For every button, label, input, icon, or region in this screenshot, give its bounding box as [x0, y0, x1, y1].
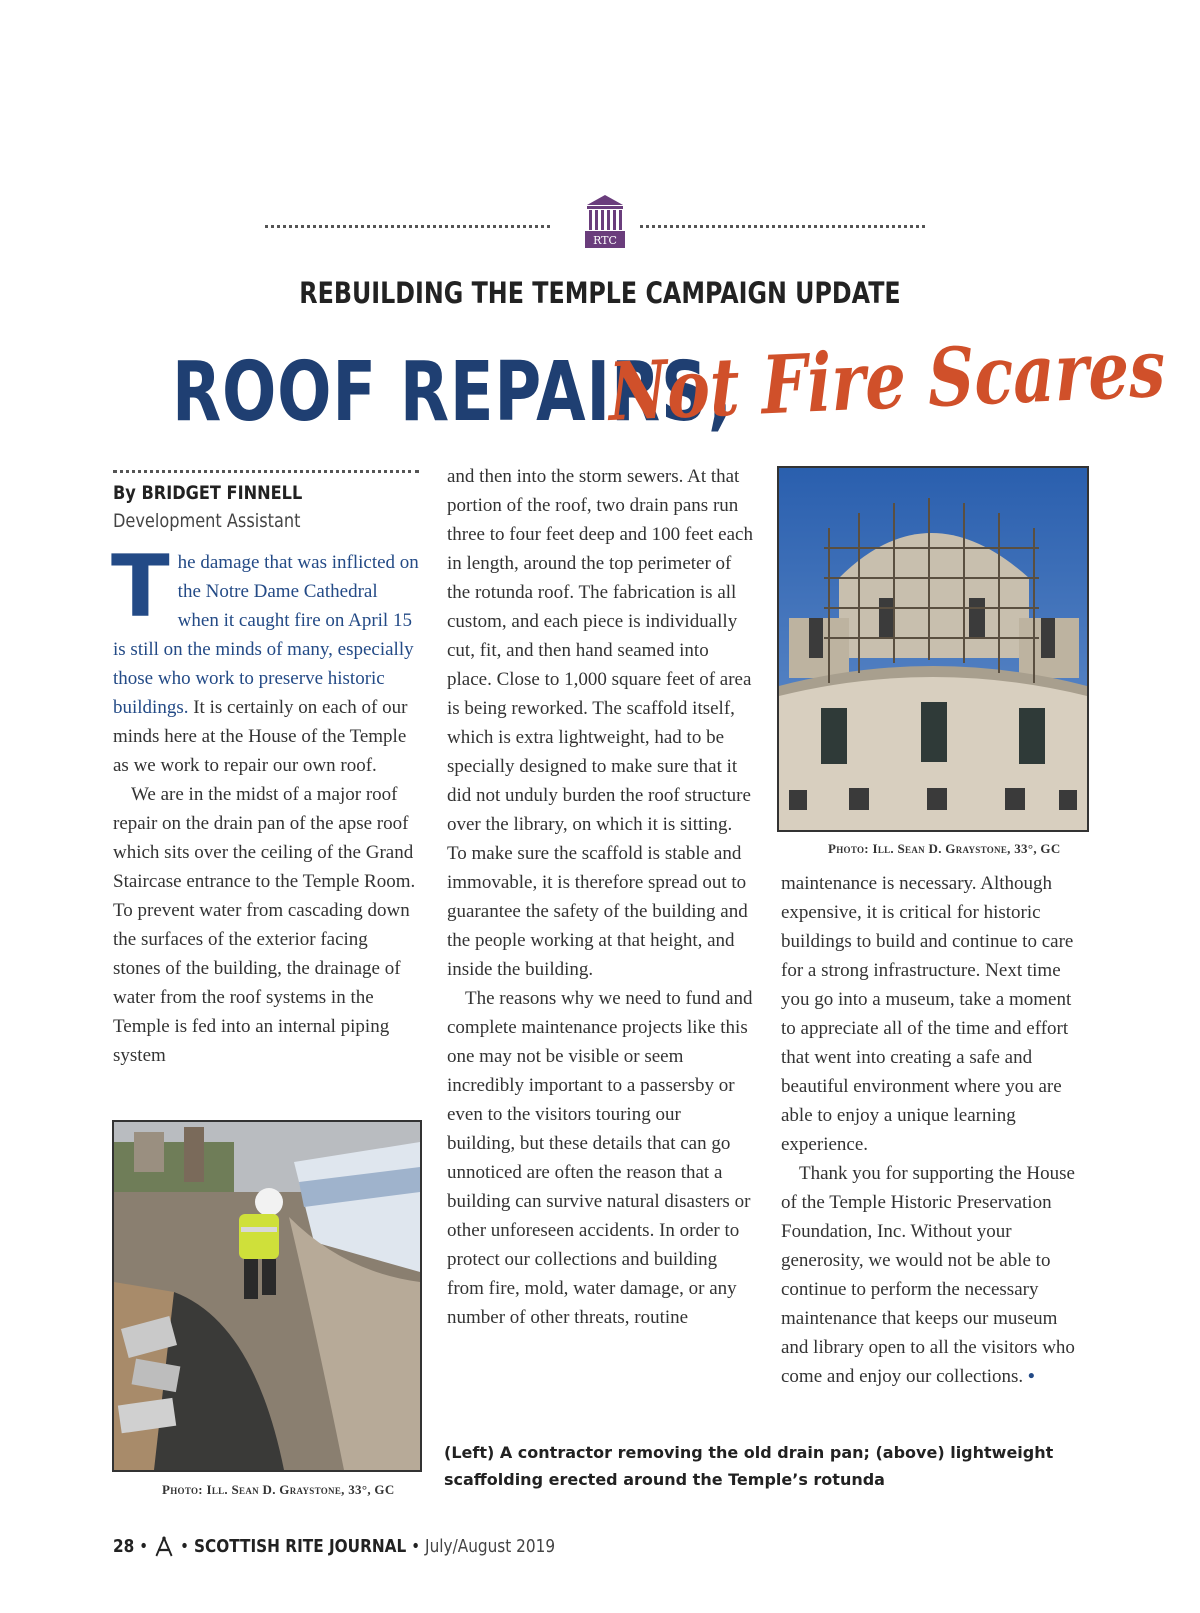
ornament-rule-right	[640, 225, 925, 228]
square-compass-icon	[153, 1536, 175, 1558]
article-column-3	[781, 869, 1087, 1391]
logo-label: RTC	[593, 234, 617, 247]
paragraph-3: The reasons why we need to fund and complete maintenance projects like this one may not be visible or seem incredibly important to a passersby or even to the visitors touring our building, but these details that can go unnoticed are often the reason that a building can survive natural disasters or other unforeseen accidents. In order to protect our collections and building from fire, mold, water damage, or any number of other threats, routine	[447, 988, 753, 1328]
ornament-rule-left	[265, 225, 550, 228]
section-kicker: REBUILDING THE TEMPLE CAMPAIGN UPDATE	[299, 276, 901, 310]
footer-separator: •	[139, 1536, 149, 1557]
rotunda-photo-credit: Photo: Ill. Sean D. Graystone, 33°, GC	[828, 841, 1061, 856]
author-name: By BRIDGET FINNELL	[113, 482, 303, 504]
rotunda-photo-illustration	[779, 468, 1087, 830]
author-role: Development Assistant	[113, 510, 301, 532]
photo-caption: (Left) A contractor removing the old drain pan; (above) lightweight scaffolding erected around the Temple’s rotunda	[444, 1443, 1054, 1489]
rtc-temple-logo	[582, 193, 628, 249]
article-column-2	[447, 462, 753, 1332]
contractor-photo	[112, 1120, 422, 1472]
rotunda-photo	[777, 466, 1089, 832]
footer-separator: •	[411, 1536, 421, 1557]
paragraph-2-continued: and then into the storm sewers. At that portion of the roof, two drain pans run three to four feet deep and 100 feet each in length, around the top perimeter of the rotunda roof. The fabrication is all custom, and each piece is individually cut, fit, and then hand seamed into place. Close to 1,000 square feet of area is being reworked. The scaffold itself, which is extra lightweight, had to be specially designed to make sure that it did not unduly burden the roof structure over the library, on which it is sitting. To make sure the scaffold is stable and immovable, it is therefore spread out to guarantee the safety of the building and the people working at that height, and inside the building.	[447, 466, 753, 980]
contractor-photo-credit: Photo: Ill. Sean D. Graystone, 33°, GC	[162, 1482, 395, 1497]
paragraph-1	[111, 537, 419, 780]
lead-text: he damage that was inflicted on the Notre Dame Cathedral when it caught fire on April 15 is still on the minds of many, especially those who work to preserve historic buildings.	[113, 552, 419, 718]
end-mark: •	[1027, 1366, 1035, 1387]
page-footer	[113, 1536, 555, 1558]
paragraph-2: We are in the midst of a major roof repair on the drain pan of the apse roof which sits over the ceiling of the Grand Staircase entrance to the Temple Room. To prevent water from cascading down the surfaces of the exterior facing stones of the building, the drainage of water from the roof systems in the Temple is fed into an internal piping system	[113, 784, 416, 1066]
headline-script: Not Fire Scares	[607, 320, 1167, 439]
paragraph-1-rest: It is certainly on each of our minds here at the House of the Temple as we work to repair our own roof.	[113, 697, 408, 776]
issue-date: July/August 2019	[425, 1536, 556, 1557]
headline	[172, 320, 1167, 440]
article-column-1	[111, 537, 419, 1070]
paragraph-3-continued: maintenance is necessary. Although expensive, it is critical for historic buildings to build and continue to care for a strong infrastructure. Next time you go into a museum, take a moment to appreciate all of the time and effort that went into creating a safe and beautiful environment where you are able to enjoy a unique learning experience.	[781, 873, 1074, 1155]
contractor-photo-illustration	[114, 1122, 420, 1470]
headline-main: ROOF REPAIRS,	[172, 345, 733, 440]
page-number: 28	[113, 1536, 135, 1557]
byline-rule	[113, 470, 419, 473]
footer-separator: •	[180, 1536, 190, 1557]
journal-name: SCOTTISH RITE JOURNAL	[193, 1536, 407, 1557]
paragraph-4-text: Thank you for supporting the House of the Temple Historic Preservation Foundation, Inc. Without your generosity, we would not be able to continue to perform the necessary maintenance that keeps our museum and library open to all the visitors who come and enjoy our collections.	[781, 1163, 1075, 1387]
paragraph-4	[781, 1159, 1087, 1391]
drop-cap: T	[111, 537, 170, 637]
